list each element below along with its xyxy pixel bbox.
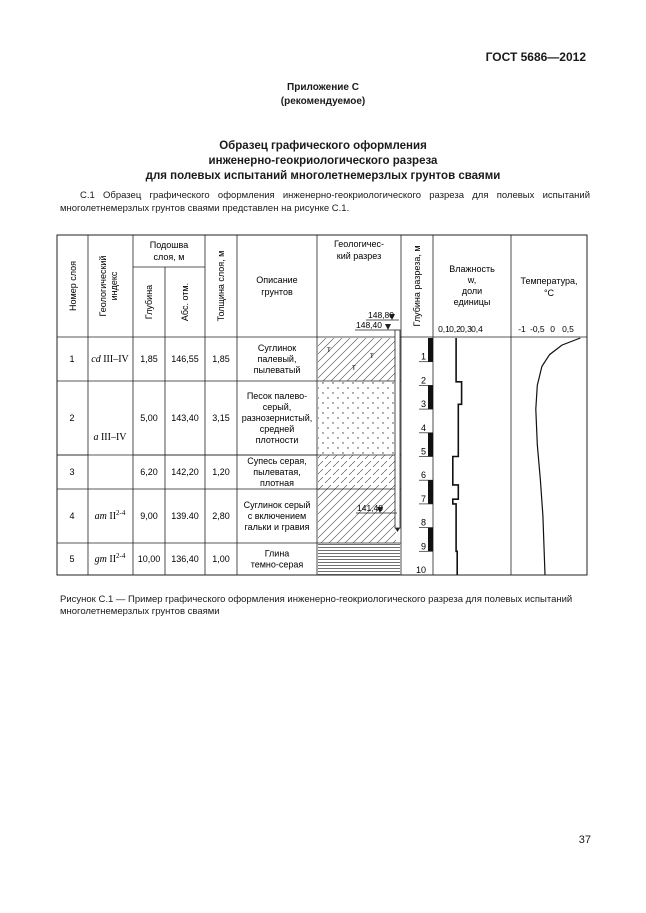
permafrost-mark-icon: т xyxy=(370,351,374,360)
row-depth: 1,85 xyxy=(140,354,158,364)
row-description-line: серый, xyxy=(262,402,292,412)
temperature-tick-label: -0,5 xyxy=(530,324,545,334)
hdr-moist-1: Влажность xyxy=(449,264,495,274)
row-description-line: разнозернистый, xyxy=(241,413,313,423)
section-title-line3: для полевых испытаний многолетнемерзлых грунтов сваями xyxy=(145,170,501,182)
permafrost-mark-icon: т xyxy=(327,345,331,354)
row-description-line: Суглинок серый xyxy=(243,500,311,510)
row-description-line: плотная xyxy=(259,478,295,488)
hdr-temp-2: °С xyxy=(543,288,555,298)
depth-scale-label: 2 xyxy=(420,375,426,386)
row-description-line: темно-серая xyxy=(250,559,304,570)
layer-4-pattern xyxy=(318,489,396,543)
moisture-tick-label: 0,1 xyxy=(438,324,450,334)
hdr-temp-1: Температура, xyxy=(520,276,578,286)
row-geo-index: gm II$^{2-4}$ xyxy=(94,552,126,565)
row-description-line: средней xyxy=(259,424,295,434)
depth-scale-label: 6 xyxy=(420,470,426,481)
row-abs: 143,40 xyxy=(171,413,199,423)
row-depth: 9,00 xyxy=(140,511,158,521)
hdr-section-2: кий разрез xyxy=(336,251,382,261)
layer-3-pattern xyxy=(318,455,396,489)
hdr-geo-index-1: Геологический xyxy=(98,255,108,317)
appendix-title: Приложение С xyxy=(287,82,359,93)
depth-scale-label: 9 xyxy=(420,541,426,552)
elevation-top-1: 148,80 xyxy=(368,310,394,320)
pile-icon xyxy=(395,330,400,528)
depth-scale xyxy=(416,338,433,575)
row-thickness: 1,85 xyxy=(212,354,230,364)
moisture-profile-line xyxy=(453,338,462,575)
depth-scale-segment xyxy=(428,433,433,457)
depth-scale-segment xyxy=(428,480,433,504)
row-description-line: Суглинок xyxy=(257,343,297,353)
temperature-profile-line xyxy=(536,338,581,575)
elevation-marker-top xyxy=(355,310,399,330)
moisture-tick-label: 0,3 xyxy=(460,324,472,334)
hdr-abs: Абс. отм. xyxy=(180,282,190,322)
row-description-line: плотности xyxy=(255,435,299,445)
hdr-bottom-1: Подошва xyxy=(149,240,189,250)
depth-scale-segment xyxy=(428,528,433,552)
hdr-depth: Глубина xyxy=(144,284,154,320)
row-description-line: пылеватая, xyxy=(253,467,301,477)
hdr-section-1: Геологичес- xyxy=(334,239,384,249)
moisture-tick-label: 0,2 xyxy=(449,324,461,334)
depth-scale-segment xyxy=(428,338,433,362)
depth-scale-label: 3 xyxy=(420,399,426,410)
row-thickness: 1,00 xyxy=(212,554,230,564)
row-depth: 5,00 xyxy=(140,413,158,423)
row-no: 3 xyxy=(69,467,75,477)
depth-scale-label: 1 xyxy=(420,351,426,362)
row-depth: 10,00 xyxy=(137,554,161,564)
row-description-line: Песок палево- xyxy=(246,391,308,401)
row-no: 1 xyxy=(69,354,75,364)
row-abs: 136,40 xyxy=(171,554,199,564)
row-no: 2 xyxy=(69,413,75,423)
depth-scale-label: 8 xyxy=(420,517,426,528)
hdr-thickness: Толщина слоя, м xyxy=(216,250,226,322)
row-no: 5 xyxy=(69,554,75,564)
hdr-layer-no: Номер слоя xyxy=(68,261,78,311)
depth-scale-label: 4 xyxy=(420,422,426,433)
depth-scale-label: 7 xyxy=(420,493,426,504)
row-description-line: Супесь серая, xyxy=(247,456,307,466)
elevation-top-2: 148,40 xyxy=(356,320,382,330)
section-title-line2: инженерно-геокриологического разреза xyxy=(208,155,438,167)
depth-scale-label: 5 xyxy=(420,446,426,457)
figure-caption: Рисунок С.1 — Пример графического оформления инженерно-геокриологического разреза для полевых испытаний многолетнемерзлых грунтов сваями xyxy=(60,594,573,617)
row-geo-index: am II$^{2-4}$ xyxy=(94,509,126,522)
hdr-geo-index-2: индекс xyxy=(109,271,119,301)
row-thickness: 3,15 xyxy=(212,413,230,423)
hdr-moist-2: w, xyxy=(467,275,477,285)
hdr-bottom-2: слоя, м xyxy=(153,252,185,262)
geological-section xyxy=(317,330,401,575)
layer-2-pattern xyxy=(318,381,396,455)
hdr-desc-1: Описание xyxy=(256,275,298,285)
temperature-tick-label: -1 xyxy=(518,324,526,334)
row-geo-index: cd III–IV xyxy=(91,354,129,365)
page-number: 37 xyxy=(578,834,591,846)
permafrost-mark-icon: т xyxy=(352,363,356,372)
row-abs: 139.40 xyxy=(171,511,199,521)
row-description-line: гальки и гравия xyxy=(244,522,310,532)
appendix-type: (рекомендуемое) xyxy=(280,96,366,107)
row-no: 4 xyxy=(69,511,75,521)
row-description-line: пылеватый xyxy=(253,365,301,375)
elevation-bottom: 141,40 xyxy=(357,503,383,513)
row-abs: 146,55 xyxy=(171,354,199,364)
hdr-desc-2: грунтов xyxy=(261,287,293,297)
temperature-tick-label: 0 xyxy=(550,324,556,334)
row-thickness: 2,80 xyxy=(212,511,230,521)
hdr-section-depth: Глубина разреза, м xyxy=(412,245,422,327)
standard-header: ГОСТ 5686—2012 xyxy=(485,50,586,64)
section-title-line1: Образец графического оформления xyxy=(219,140,427,152)
depth-scale-label: 10 xyxy=(415,565,426,575)
hdr-moist-3: доли xyxy=(461,286,483,296)
layer-5-pattern xyxy=(318,543,400,575)
row-depth: 6,20 xyxy=(140,467,158,477)
row-thickness: 1,20 xyxy=(212,467,230,477)
row-description-line: с включением xyxy=(247,511,307,521)
temperature-tick-label: 0,5 xyxy=(562,324,574,334)
hdr-moist-4: единицы xyxy=(453,297,491,307)
row-abs: 142,20 xyxy=(171,467,199,477)
row-description-line: палевый, xyxy=(257,354,297,364)
intro-paragraph: С.1 Образец графического оформления инженерно-геокриологического разреза для полевых испытаний многолетнемерзлых грунтов сваями представлен на рисунке С.1. xyxy=(60,190,590,214)
moisture-tick-label: 0,4 xyxy=(471,324,483,334)
row-geo-index: a III–IV xyxy=(93,432,127,443)
row-description-line: Глина xyxy=(264,548,290,559)
depth-scale-segment xyxy=(428,385,433,409)
